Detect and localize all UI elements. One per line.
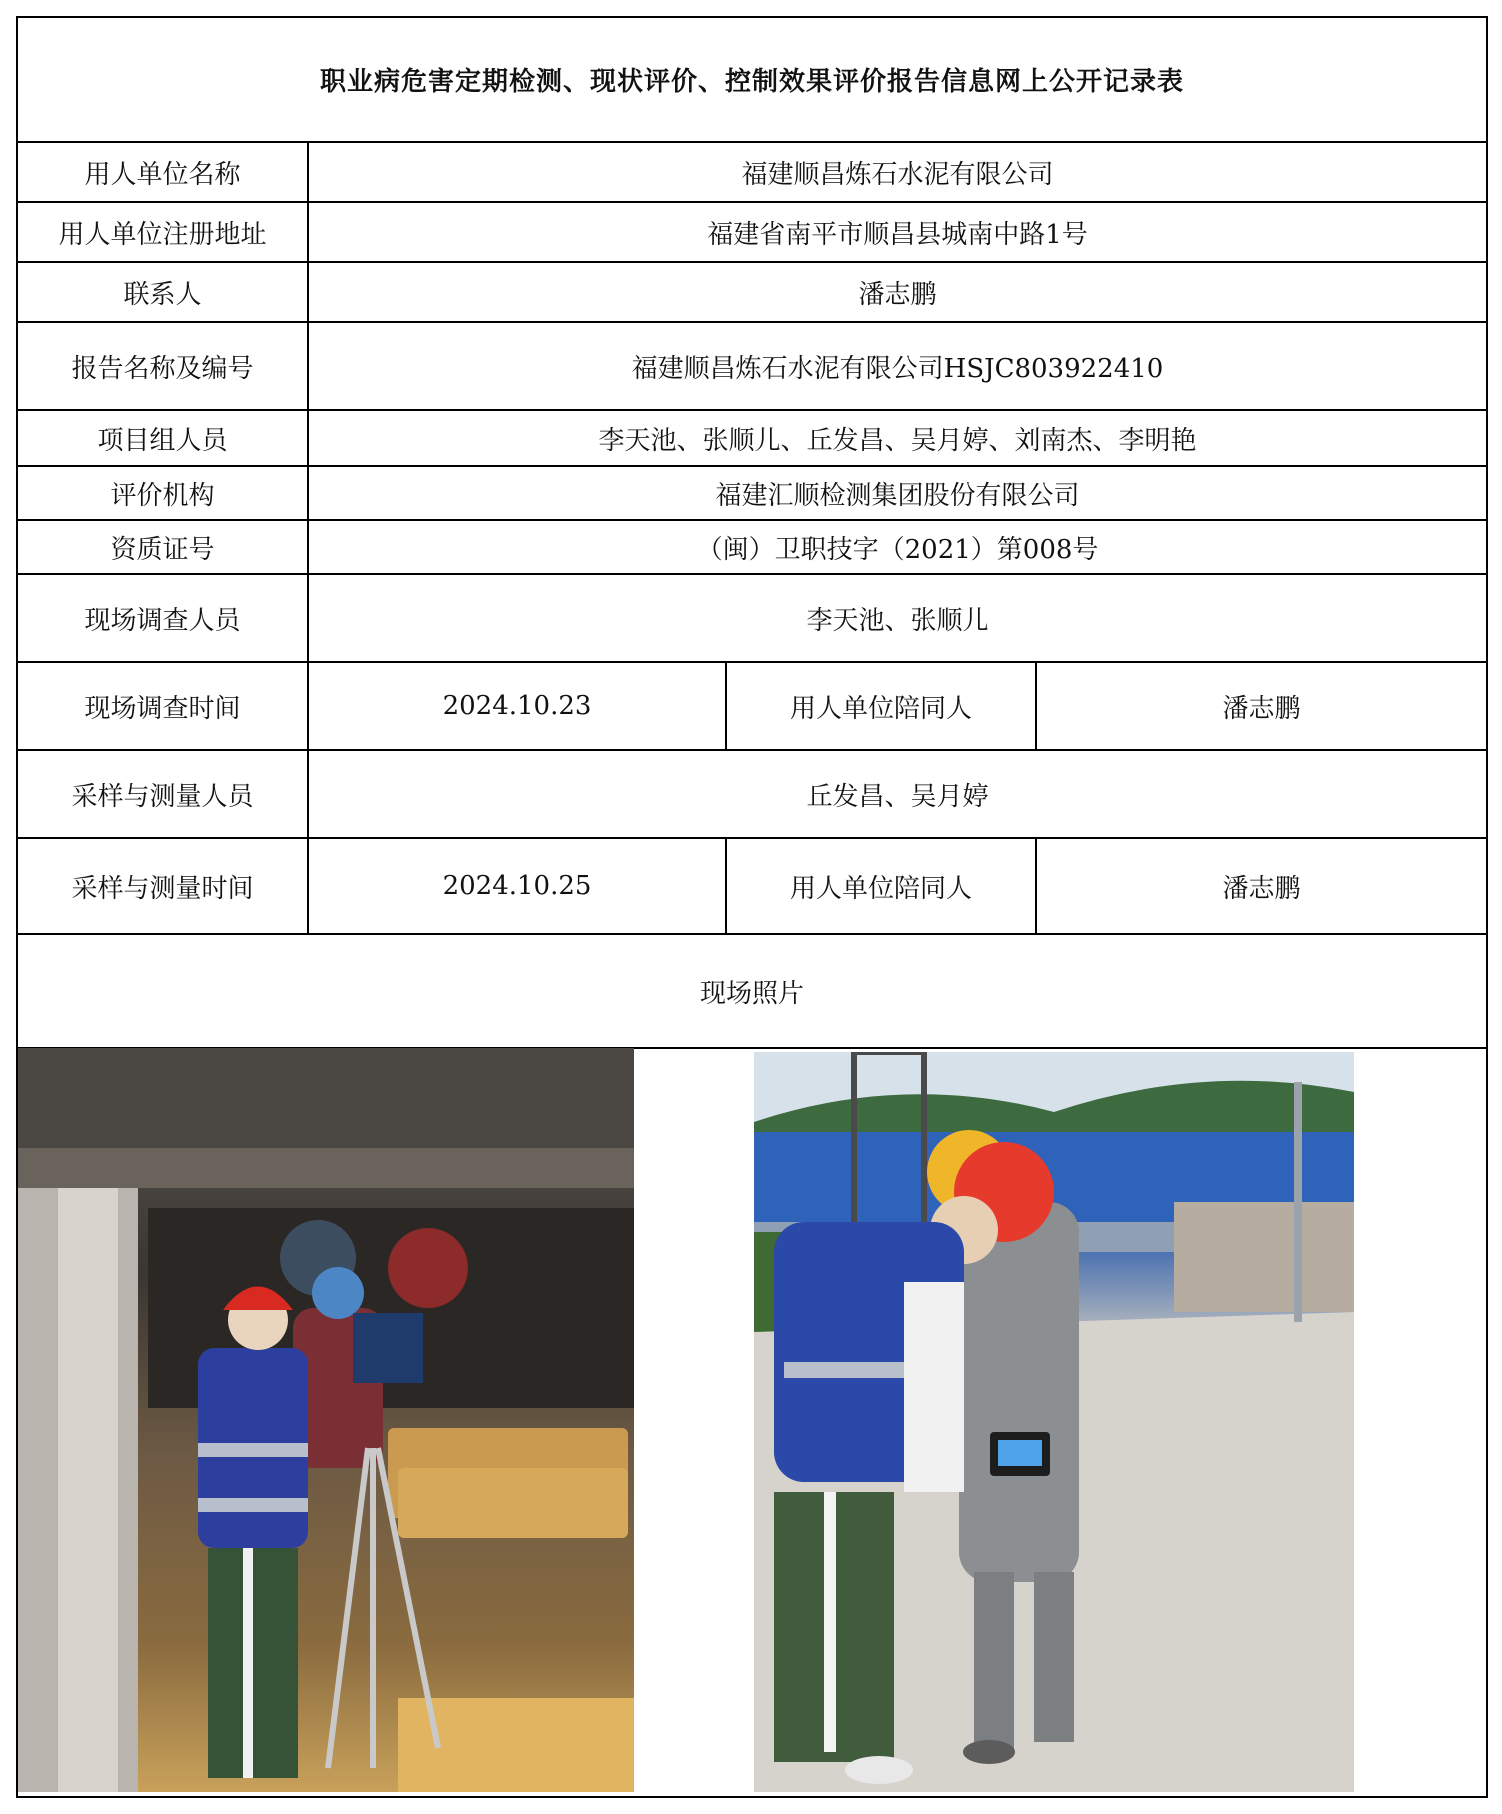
- team-value: 李天池、张顺儿、丘发昌、吴月婷、刘南杰、李明艳: [308, 410, 1486, 466]
- agency-value: 福建汇顺检测集团股份有限公司: [308, 466, 1486, 520]
- report-value: 福建顺昌炼石水泥有限公司HSJC803922410: [308, 322, 1486, 410]
- contact-label: 联系人: [18, 262, 308, 322]
- site-photo-indoor-illustration: [18, 1048, 634, 1792]
- sampling-time-label: 采样与测量时间: [18, 838, 308, 934]
- site-photo-outdoor-illustration: [754, 1052, 1354, 1792]
- survey-staff-label: 现场调查人员: [18, 574, 308, 662]
- sampling-staff-label: 采样与测量人员: [18, 750, 308, 838]
- report-label: 报告名称及编号: [18, 322, 308, 410]
- sampling-time-value: 2024.10.25: [308, 838, 726, 934]
- employer-name-value: 福建顺昌炼石水泥有限公司: [308, 142, 1486, 202]
- contact-value: 潘志鹏: [308, 262, 1486, 322]
- record-table: [18, 18, 1486, 1049]
- photos-label: 现场照片: [18, 934, 1486, 1048]
- sampling-escort-label: 用人单位陪同人: [726, 838, 1036, 934]
- agency-label: 评价机构: [18, 466, 308, 520]
- survey-time-label: 现场调查时间: [18, 662, 308, 750]
- cert-value: （闽）卫职技字（2021）第008号: [308, 520, 1486, 574]
- page-title: 职业病危害定期检测、现状评价、控制效果评价报告信息网上公开记录表: [18, 18, 1486, 142]
- employer-address-value: 福建省南平市顺昌县城南中路1号: [308, 202, 1486, 262]
- sampling-escort-value: 潘志鹏: [1036, 838, 1486, 934]
- survey-staff-value: 李天池、张顺儿: [308, 574, 1486, 662]
- record-sheet: [16, 16, 1488, 1798]
- survey-escort-value: 潘志鹏: [1036, 662, 1486, 750]
- employer-address-label: 用人单位注册地址: [18, 202, 308, 262]
- survey-time-value: 2024.10.23: [308, 662, 726, 750]
- cert-label: 资质证号: [18, 520, 308, 574]
- site-photos: [18, 1048, 1486, 1798]
- sampling-staff-value: 丘发昌、吴月婷: [308, 750, 1486, 838]
- site-photo-indoor: [18, 1048, 634, 1792]
- site-photo-outdoor: [754, 1052, 1354, 1792]
- team-label: 项目组人员: [18, 410, 308, 466]
- employer-name-label: 用人单位名称: [18, 142, 308, 202]
- survey-escort-label: 用人单位陪同人: [726, 662, 1036, 750]
